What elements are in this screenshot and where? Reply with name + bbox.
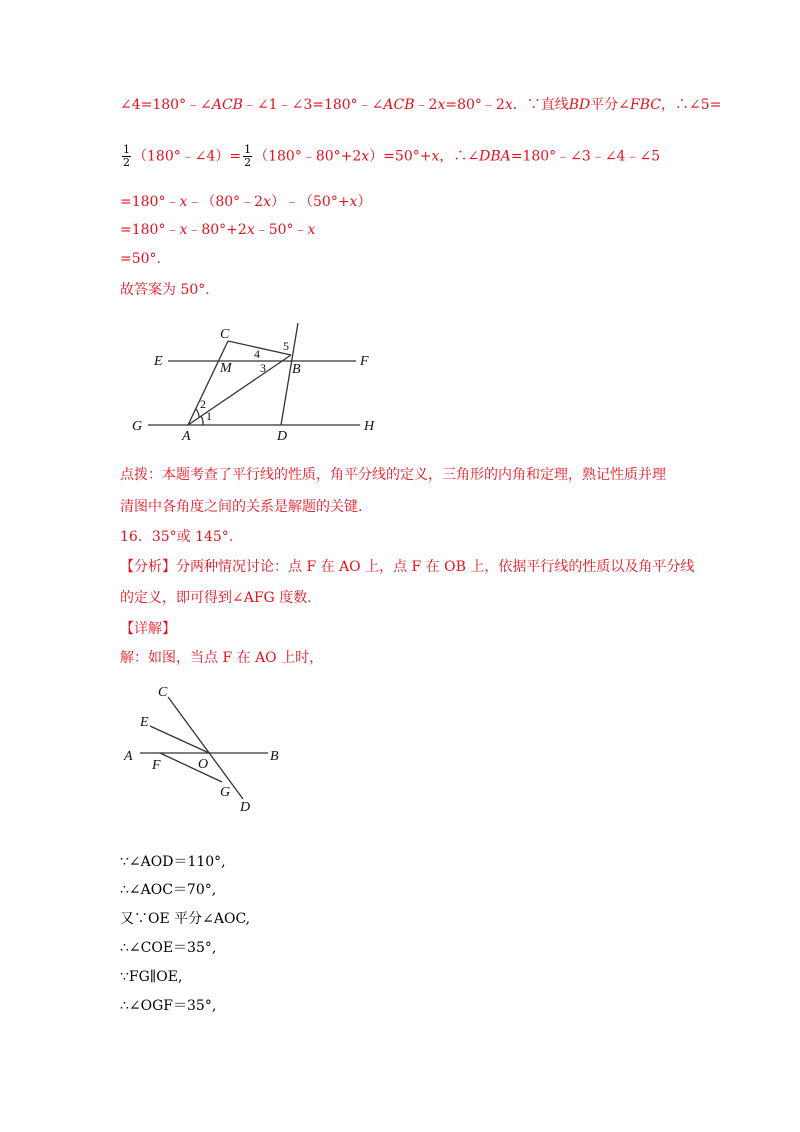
label-B: B <box>292 362 301 377</box>
label-M: M <box>220 361 232 376</box>
answer-line: 故答案为 50°. <box>120 282 210 298</box>
solution-line-2: $\frac{1}{2}$ （180°﹣∠4）= $\frac{1}{2}$ （180°﹣80°+2x）=50°+x，∴∠DBA=180°﹣∠3﹣∠4﹣∠5 <box>123 143 661 169</box>
angle-label-3: 3 <box>260 361 266 375</box>
label-F: F <box>360 354 369 369</box>
step-line: ∴∠OGF＝35°, <box>120 998 217 1014</box>
angle-label-4: 4 <box>254 347 260 361</box>
label-C: C <box>220 327 230 342</box>
q16-analysis-line-1: 【分析】分两种情况讨论：点 F 在 AO 上，点 F 在 OB 上，依据平行线的性质以及角平分线 <box>120 559 695 575</box>
q16-analysis-line-2: 的定义，即可得到∠AFG 度数. <box>120 590 312 606</box>
label-D: D <box>240 800 251 815</box>
step-line: ∴∠AOC＝70°, <box>120 882 217 898</box>
fraction-half: $\frac{1}{2}$ <box>123 143 130 169</box>
label-G: G <box>132 419 143 434</box>
tip-line-1: 点拨：本题考查了平行线的性质，角平分线的定义，三角形的内角和定理，熟记性质并理 <box>120 467 666 483</box>
angle-label-1: 1 <box>206 409 212 423</box>
step-line: ∵FG∥OE, <box>120 969 183 985</box>
tip-line-2: 清图中各角度之间的关系是解题的关键. <box>120 499 363 515</box>
figure-angle-bisector <box>120 680 320 820</box>
q16-detail-heading: 【详解】 <box>120 621 176 637</box>
label-G: G <box>220 785 231 800</box>
step-line: 又∵OE 平分∠AOC, <box>120 911 251 927</box>
solution-line-1: ∠4=180°﹣∠ACB﹣∠1﹣∠3=180°﹣∠ACB﹣2x=80°﹣2x．∵直线BD平分∠FBC，∴∠5= <box>120 97 722 113</box>
q16-answer: 16．35°或 145°. <box>120 529 234 545</box>
solution-line-4: =180°﹣x﹣80°+2x﹣50°﹣x <box>120 222 316 238</box>
label-F: F <box>152 758 161 773</box>
solution-line-3: =180°﹣x﹣（80°﹣2x）﹣（50°+x） <box>120 194 372 210</box>
label-A: A <box>124 749 133 764</box>
label-H: H <box>364 419 375 434</box>
solution-line-5: =50°. <box>120 251 161 267</box>
fraction-half: $\frac{1}{2}$ <box>244 143 252 169</box>
q16-intro: 解：如图，当点 F 在 AO 上时， <box>120 650 324 666</box>
label-E: E <box>154 354 163 369</box>
label-A: A <box>182 429 191 444</box>
angle-label-2: 2 <box>200 397 206 411</box>
label-C: C <box>158 685 168 700</box>
step-line: ∴∠COE＝35°, <box>120 940 217 956</box>
label-B: B <box>270 749 279 764</box>
angle-label-5: 5 <box>283 339 289 353</box>
step-line: ∵∠AOD＝110°, <box>120 854 226 870</box>
label-D: D <box>277 429 288 444</box>
label-O: O <box>198 757 209 772</box>
label-E: E <box>140 715 149 730</box>
figure-parallel-lines <box>120 310 400 450</box>
